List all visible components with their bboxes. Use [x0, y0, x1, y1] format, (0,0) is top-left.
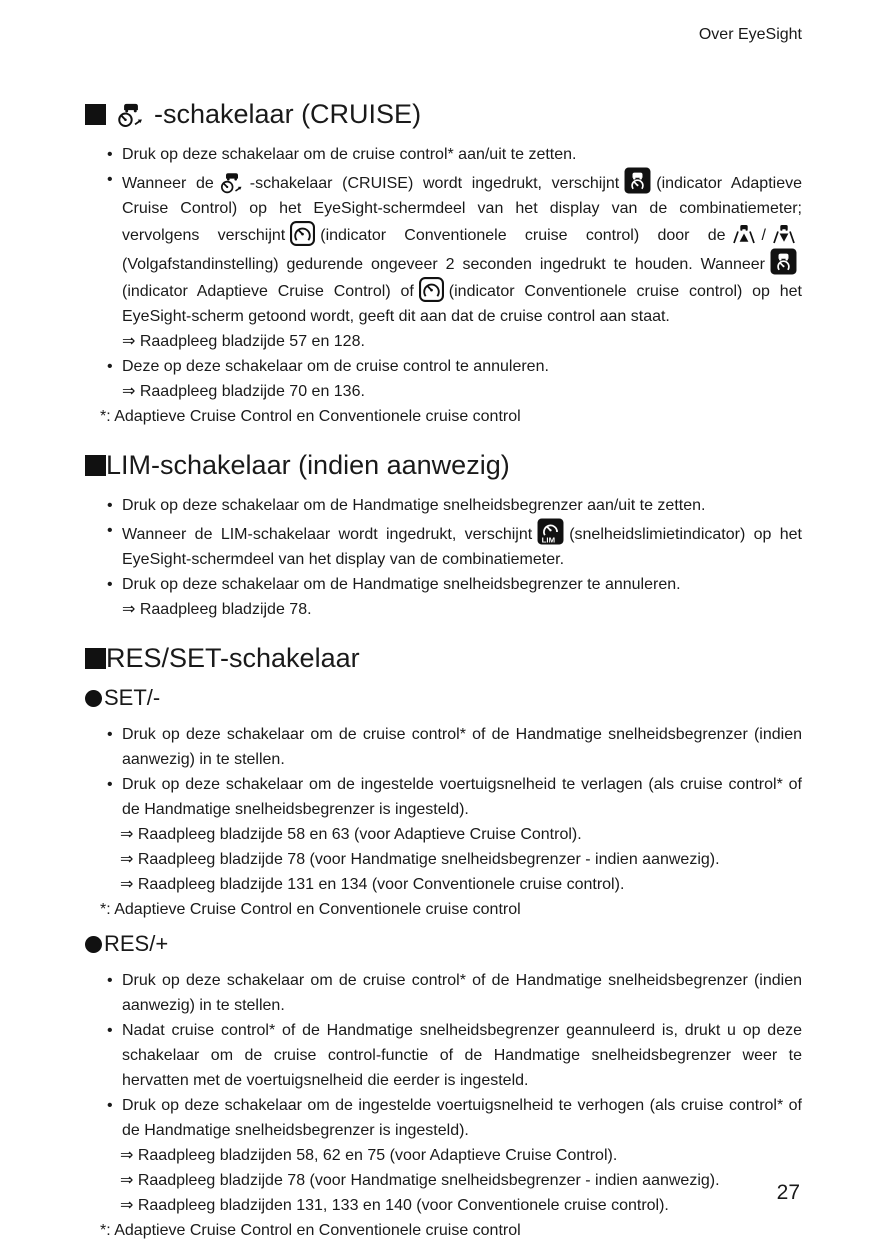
bullet-text: Druk op deze schakelaar om de Handmatige snelheidsbegrenzer aan/uit te zetten.: [122, 497, 706, 514]
subsection-heading-text: RES/+: [104, 931, 169, 956]
bullet-text: Druk op deze schakelaar om de cruise control* of de Handmatige snelheidsbegrenzer (indien aanwezig) in te stellen.: [122, 972, 802, 1014]
cruise-switch-icon: [219, 170, 245, 194]
cruise-switch-icon: [116, 100, 146, 128]
bullet-item: [105, 354, 802, 404]
footnote: *: Adaptieve Cruise Control en Conventionele cruise control: [100, 1222, 521, 1239]
subsection-heading-res: [85, 930, 802, 958]
page-reference: ⇒ Raadpleeg bladzijden 131, 133 en 140 (voor Conventionele cruise control).: [120, 1197, 669, 1214]
subsection-heading-set: [85, 684, 802, 712]
page-number: 27: [776, 1181, 800, 1204]
page-reference: ⇒ Raadpleeg bladzijde 131 en 134 (voor Conventionele cruise control).: [120, 876, 625, 893]
bullet-text: Druk op deze schakelaar om de ingestelde voertuigsnelheid te verlagen (als cruise control* of de Handmatige snelheidsbegrenzer is ingesteld).: [122, 776, 802, 818]
page-reference: ⇒ Raadpleeg bladzijde 78.: [122, 601, 312, 618]
section-square-marker: [85, 648, 106, 669]
page-reference: ⇒ Raadpleeg bladzijde 70 en 136.: [122, 383, 365, 400]
bullet-item: [105, 722, 802, 772]
following-distance-down-icon: [771, 222, 797, 246]
adaptive-cruise-control-indicator-icon: [624, 167, 651, 194]
text-segment: (indicator Conventionele cruise control) op het EyeSight-scherm getoond wordt, geeft dit aan dat de cruise control aan staat.: [122, 283, 802, 325]
section-heading-text: RES/SET-schakelaar: [106, 643, 360, 673]
bullet-item: [105, 1018, 802, 1093]
following-distance-up-icon: [731, 222, 757, 246]
section-lim-content: [105, 493, 802, 622]
page-reference: ⇒ Raadpleeg bladzijde 78 (voor Handmatige snelheidsbegrenzer - indien aanwezig).: [120, 1172, 720, 1189]
section-square-marker: [85, 104, 106, 125]
bullet-text: Nadat cruise control* of de Handmatige snelheidsbegrenzer geannuleerd is, drukt u op deze schakelaar om de cruise control-functie of de Handmatige snelheidsbegrenzer weer te hervatten met de voertuigsnelheid die eerder is ingesteld.: [122, 1022, 802, 1089]
adaptive-cruise-control-indicator-icon: [770, 248, 797, 275]
svg-text:LIM: LIM: [541, 535, 556, 545]
text-segment: (indicator Adaptieve Cruise Control) op het EyeSight-schermdeel van het display van de combinatiemeter; vervolgens verschijnt: [122, 175, 803, 244]
subsection-res-content: [100, 968, 802, 1243]
section-heading-res-set: [85, 640, 802, 676]
speed-limit-indicator-icon: [537, 518, 564, 545]
text-segment: -schakelaar (CRUISE) wordt ingedrukt, verschijnt: [249, 175, 620, 192]
section-heading-lim: [85, 447, 802, 483]
bullet-item: [105, 572, 802, 622]
conventional-cruise-control-indicator-icon: [419, 277, 444, 302]
bullet-item: [105, 167, 802, 354]
text-segment: (indicator Adaptieve Cruise Control) of: [122, 283, 414, 300]
footnote: *: Adaptieve Cruise Control en Conventionele cruise control: [100, 408, 521, 425]
bullet-item: [105, 518, 802, 572]
page-reference: ⇒ Raadpleeg bladzijden 58, 62 en 75 (voor Adaptieve Cruise Control).: [120, 1147, 618, 1164]
text-segment: Wanneer de LIM-schakelaar wordt ingedrukt, verschijnt: [122, 526, 533, 543]
section-heading-text: -schakelaar (CRUISE): [154, 99, 422, 129]
text-segment: Wanneer de: [122, 175, 214, 192]
bullet-text: Druk op deze schakelaar om de cruise control* of de Handmatige snelheidsbegrenzer (indien aanwezig) in te stellen.: [122, 726, 802, 768]
section-heading-text: LIM-schakelaar (indien aanwezig): [106, 450, 510, 480]
text-segment: (indicator Conventionele cruise control) door de: [320, 227, 726, 244]
bullet-text: Druk op deze schakelaar om de cruise control* aan/uit te zetten.: [122, 146, 577, 163]
section-cruise-content: [100, 142, 803, 429]
conventional-cruise-control-indicator-icon: [290, 221, 315, 246]
subsection-dot-marker: [85, 936, 102, 953]
page-reference: ⇒ Raadpleeg bladzijde 58 en 63 (voor Adaptieve Cruise Control).: [120, 826, 582, 843]
footnote: *: Adaptieve Cruise Control en Conventionele cruise control: [100, 901, 521, 918]
page-reference: ⇒ Raadpleeg bladzijde 57 en 128.: [122, 333, 365, 350]
subsection-heading-text: SET/-: [104, 685, 161, 710]
text-segment: (snelheidslimietindicator) op het EyeSight-schermdeel van het display van de combinatiemeter.: [122, 526, 803, 568]
subsection-set-content: [100, 722, 802, 922]
subsection-dot-marker: [85, 690, 102, 707]
section-square-marker: [85, 455, 106, 476]
running-header: Over EyeSight: [698, 26, 802, 43]
bullet-text: Druk op deze schakelaar om de Handmatige snelheidsbegrenzer te annuleren.: [122, 576, 681, 593]
text-segment: /: [761, 227, 766, 244]
bullet-item: [105, 968, 802, 1018]
bullet-item: [105, 772, 802, 822]
bullet-item: [105, 493, 802, 518]
text-segment: (Volgafstandinstelling) gedurende ongeveer 2 seconden ingedrukt te houden. Wanneer: [122, 256, 765, 273]
bullet-text: Deze op deze schakelaar om de cruise control te annuleren.: [122, 358, 549, 375]
bullet-text: Druk op deze schakelaar om de ingestelde voertuigsnelheid te verhogen (als cruise control* of de Handmatige snelheidsbegrenzer is ingesteld).: [122, 1097, 802, 1139]
bullet-item: [105, 1093, 802, 1143]
page-reference: ⇒ Raadpleeg bladzijde 78 (voor Handmatige snelheidsbegrenzer - indien aanwezig).: [120, 851, 720, 868]
section-heading-cruise: [85, 96, 802, 132]
bullet-item: [105, 142, 802, 167]
